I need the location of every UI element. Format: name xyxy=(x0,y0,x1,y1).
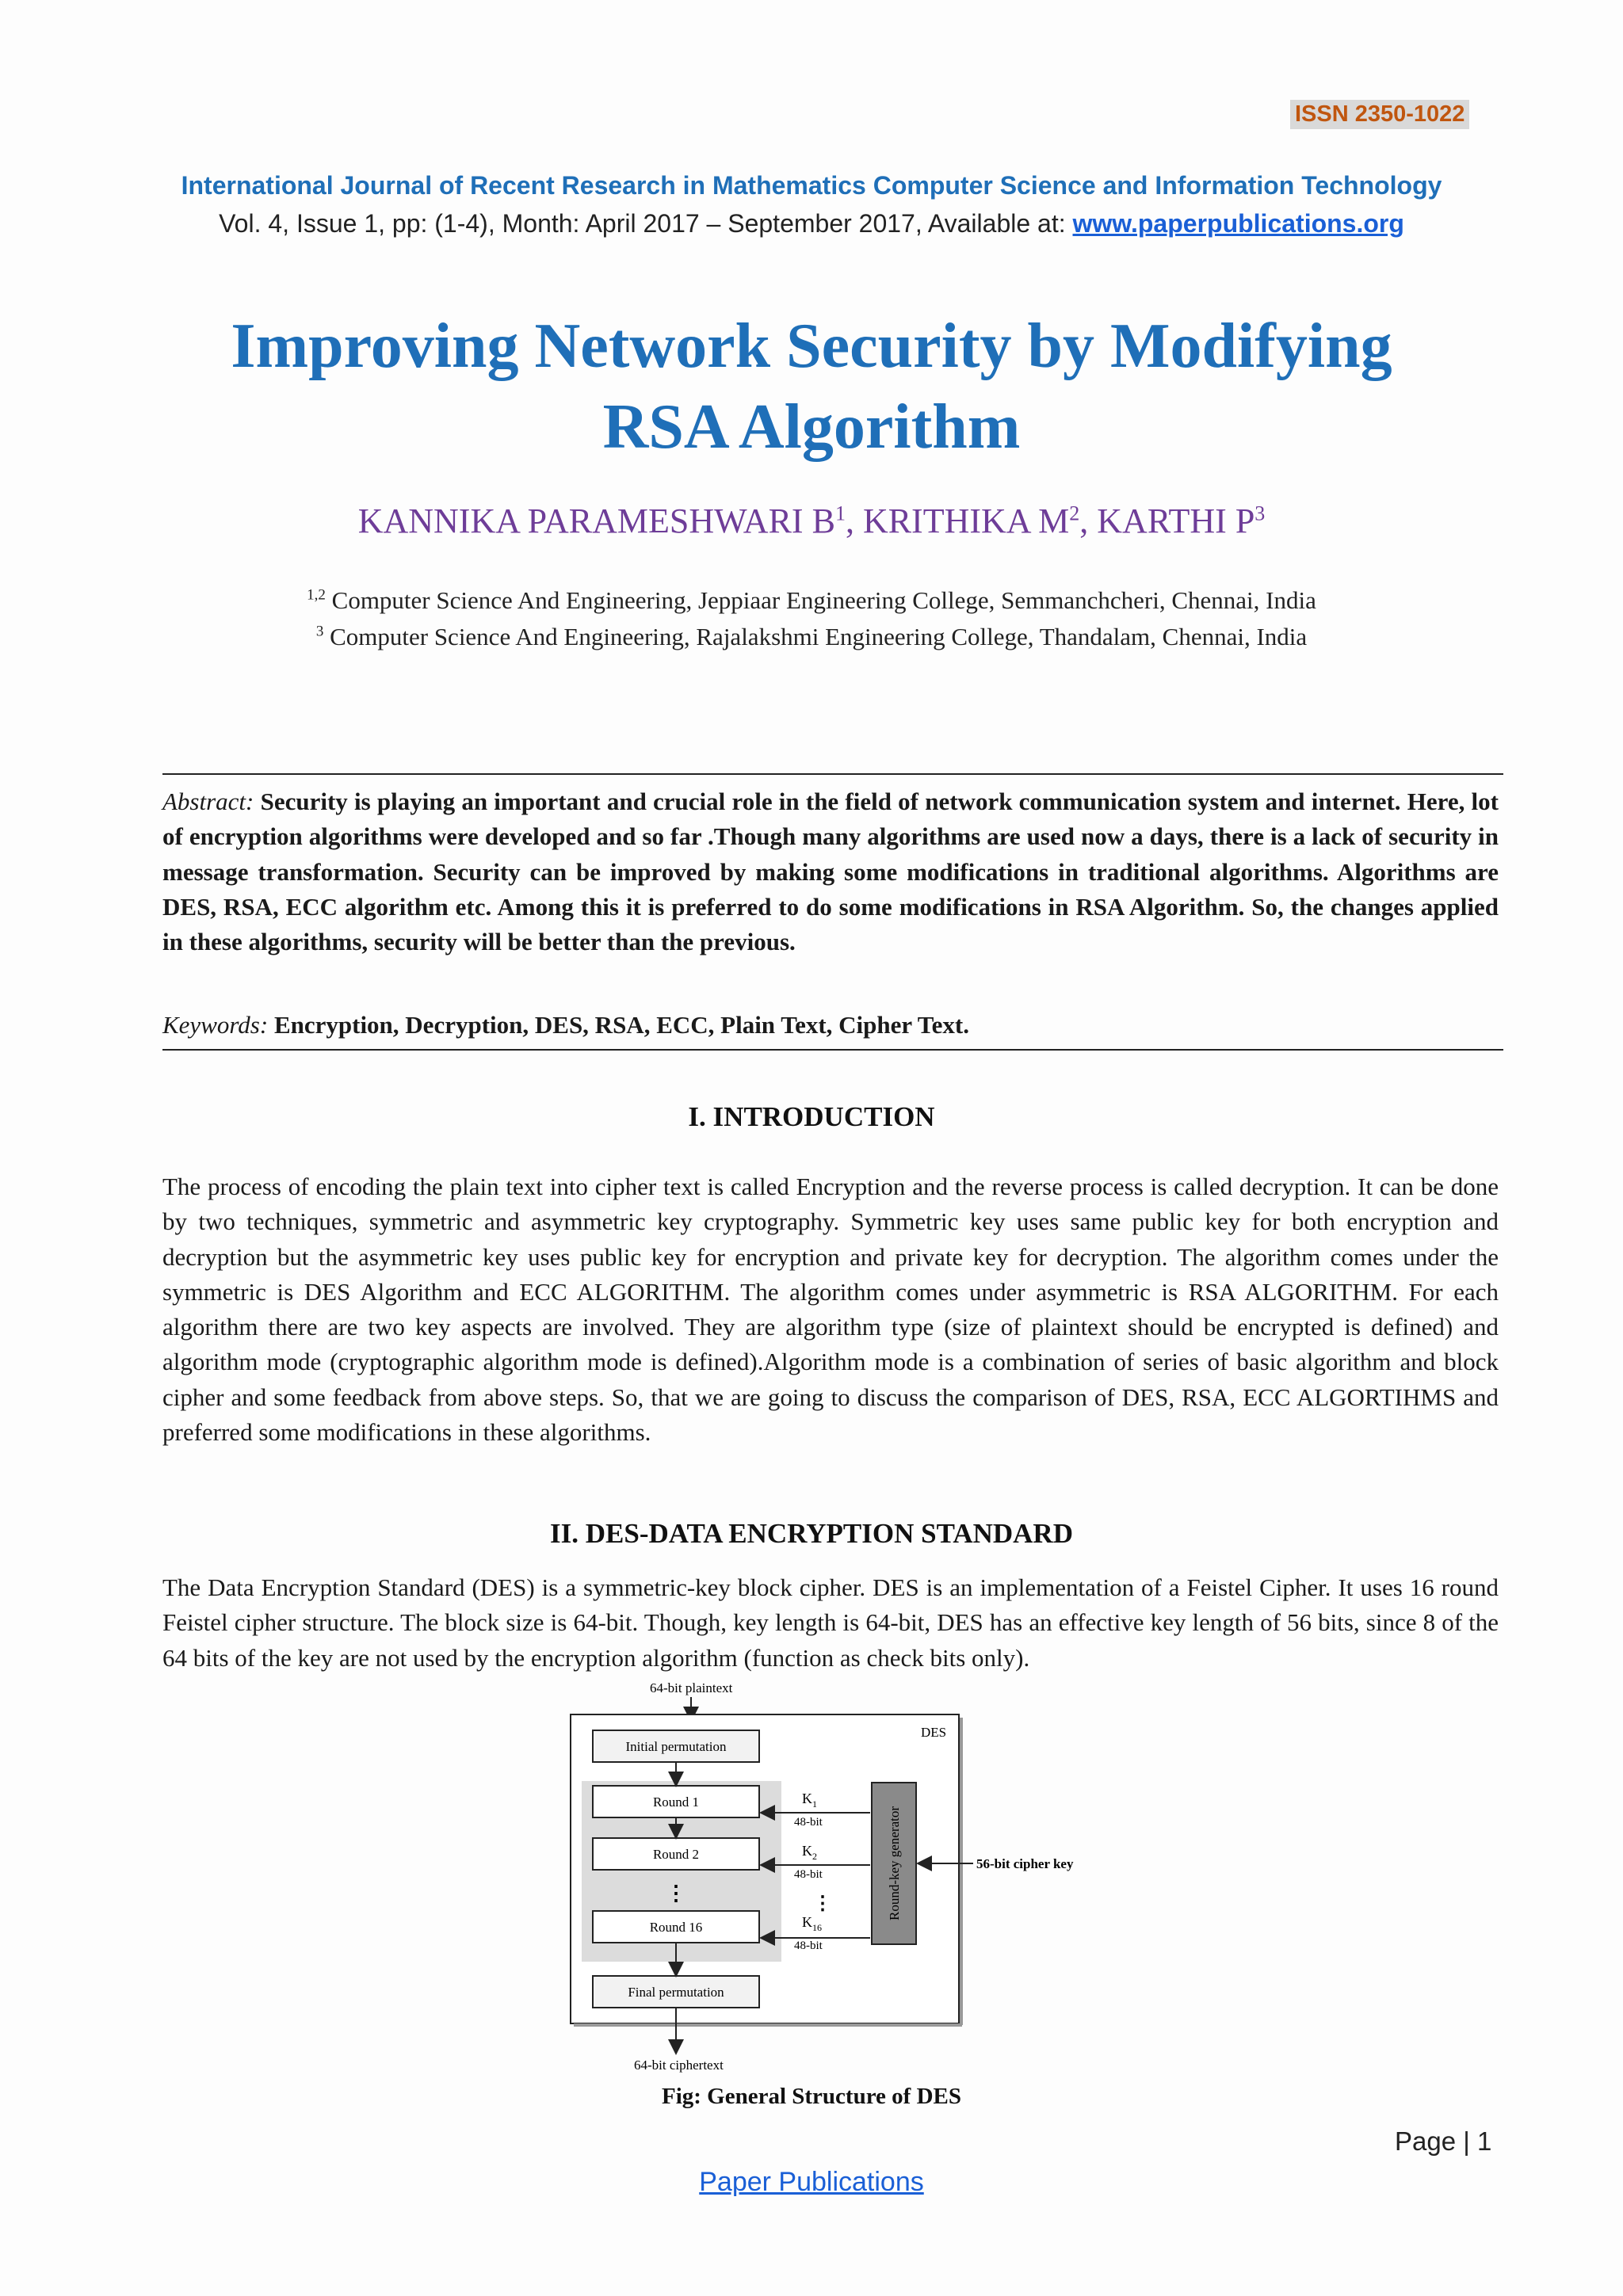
fig-round-2-label: Round 2 xyxy=(652,1847,700,1862)
affil-mark: 3 xyxy=(315,623,324,640)
des-structure-figure xyxy=(555,1673,1157,2085)
fig-round-16-label: Round 16 xyxy=(649,1920,703,1935)
affil-mark: 1,2 xyxy=(307,586,326,604)
title-line-2: RSA Algorithm xyxy=(602,392,1021,462)
author-list xyxy=(0,501,1623,541)
affiliation-2 xyxy=(0,623,1623,651)
fig-key-letter: K xyxy=(802,1791,812,1806)
author-name: KARTHI P xyxy=(1097,502,1255,540)
fig-input-label: 64-bit plaintext xyxy=(650,1680,733,1695)
affiliation-1 xyxy=(0,586,1623,615)
abstract xyxy=(162,784,1499,959)
abstract-top-rule xyxy=(162,773,1503,775)
author-separator: , xyxy=(1079,502,1098,540)
journal-name: International Journal of Recent Research in Mathematics Computer Science and Information Technology xyxy=(181,171,1442,200)
fig-cipher-key-label: 56-bit cipher key xyxy=(976,1856,1074,1871)
author-name: KRITHIKA M xyxy=(862,502,1070,540)
author-affil-mark: 3 xyxy=(1254,502,1266,525)
keywords-label: Keywords: xyxy=(162,1011,269,1039)
fig-des-label: DES xyxy=(921,1725,947,1740)
title-line-1: Improving Network Security by Modifying xyxy=(231,311,1392,381)
fig-generator-label: Round-key generator xyxy=(887,1806,902,1920)
keywords-text: Encryption, Decryption, DES, RSA, ECC, Plain Text, Cipher Text. xyxy=(268,1011,969,1039)
author-separator: , xyxy=(845,502,863,540)
figure-caption: Fig: General Structure of DES xyxy=(661,2084,962,2109)
journal-website-link[interactable]: www.paperpublications.org xyxy=(1072,209,1404,238)
fig-initial-label: Initial permutation xyxy=(625,1739,727,1754)
fig-key-2-bits: 48-bit xyxy=(794,1868,823,1881)
fig-round-1-label: Round 1 xyxy=(652,1794,700,1810)
fig-output-label: 64-bit ciphertext xyxy=(634,2058,724,2073)
page-number: Page | 1 xyxy=(1395,2126,1492,2156)
keywords xyxy=(162,1008,1499,1043)
abstract-text: Security is playing an important and crucial role in the field of network communication system and internet. Here, lot of encryption algorithms were developed and so far .Though many algorithms are used now a days, there is a lack of security in message transformation. Security can be improved by making some modifications in traditional algorithms. Algorithms are DES, RSA, ECC algorithm etc. Among this it is preferred to do some modifications in RSA Algorithm. So, the changes applied in these algorithms, security will be better than the previous. xyxy=(162,788,1499,956)
abstract-label: Abstract: xyxy=(162,788,254,815)
fig-key-letter: K xyxy=(802,1843,812,1859)
abstract-bottom-rule xyxy=(162,1049,1503,1051)
volume-info xyxy=(0,209,1623,238)
fig-keys-dots: ⋮ xyxy=(813,1894,832,1914)
publisher-link[interactable]: Paper Publications xyxy=(699,2167,924,2197)
author-affil-mark: 1 xyxy=(834,502,846,525)
fig-rounds-dots: ⋮ xyxy=(666,1882,686,1905)
issn-label: ISSN 2350-1022 xyxy=(1290,100,1469,129)
section-heading-des: II. DES-DATA ENCRYPTION STANDARD xyxy=(550,1518,1073,1549)
fig-key-1-bits: 48-bit xyxy=(794,1816,823,1829)
fig-key-sub: 2 xyxy=(812,1851,817,1862)
paper-title xyxy=(0,306,1623,467)
fig-key-letter: K xyxy=(802,1914,812,1930)
section-introduction-text: The process of encoding the plain text into cipher text is called Encryption and the reverse process is called decryption. It can be done by two techniques, symmetric and asymmetric key cryptography. Symmetric key uses same public key for both encryption and decryption but the asymmetric key uses public key for encryption and private key for decryption. The algorithm comes under the symmetric is DES Algorithm and ECC ALGORITHM. The algorithm comes under asymmetric is RSA ALGORITHM. For each algorithm there are two key aspects are involved. They are algorithm type (size of plaintext should be encrypted is defined) and algorithm mode (cryptographic algorithm mode is defined).Algorithm mode is a combination of series of basic algorithm and block cipher and some feedback from above steps. So, that we are going to discuss the comparison of DES, RSA, ECC ALGORTIHMS and preferred some modifications in these algorithms. xyxy=(162,1173,1499,1447)
volume-text: Vol. 4, Issue 1, pp: (1-4), Month: April 2017 – September 2017, Available at: xyxy=(219,209,1073,238)
fig-final-label: Final permutation xyxy=(628,1985,724,2000)
fig-key-sub: 16 xyxy=(812,1922,822,1933)
section-des-text: The Data Encryption Standard (DES) is a symmetric-key block cipher. DES is an implementation of a Feistel Cipher. It uses 16 round Feistel cipher structure. The block size is 64-bit. Though, key length is 64-bit, DES has an effective key length of 56 bits, since 8 of the 64 bits of the key are not used by the encryption algorithm (function as check bits only). xyxy=(162,1573,1499,1672)
author-name: KANNIKA PARAMESHWARI B xyxy=(357,502,835,540)
affil-text: Computer Science And Engineering, Jeppiaar Engineering College, Semmanchcheri, Chennai, India xyxy=(325,586,1316,614)
fig-key-sub: 1 xyxy=(812,1798,817,1810)
fig-key-16-bits: 48-bit xyxy=(794,1939,823,1952)
affil-text: Computer Science And Engineering, Rajalakshmi Engineering College, Thandalam, Chennai, India xyxy=(323,623,1308,650)
author-affil-mark: 2 xyxy=(1069,502,1080,525)
section-heading-introduction: I. INTRODUCTION xyxy=(688,1101,935,1132)
